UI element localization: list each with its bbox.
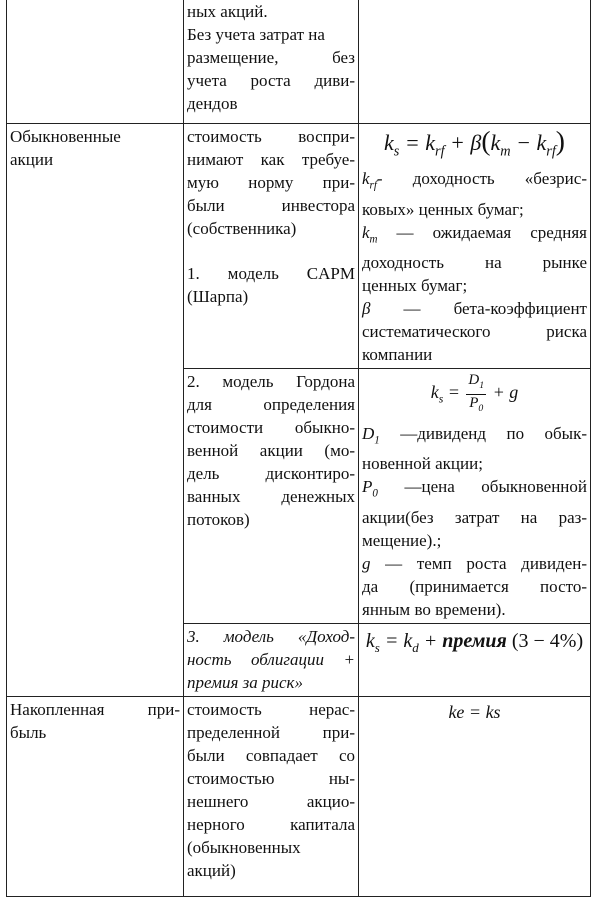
table-row [7,124,591,369]
cell-formula [359,696,591,896]
cell-method: 2. модель Гордона для определения стоимости обыкно- венной акции (мо- дель дисконтиро- ванных денежных потоков) [184,369,359,623]
cell-method: ных акций. Без учета затрат на размещение, без учета роста диви- дендов [184,0,359,124]
retained-earnings-formula: ke = ks [448,701,501,722]
table-row [7,0,591,124]
cell-formula [359,623,591,696]
gordon-formula: $k_s$ = $\frac{D_1}{P_0}$ + g [430,371,519,414]
capm-formula: $k_s = k_{rf} + \beta(k_m - k_{rf})$ [384,125,565,160]
cell-source [7,0,184,124]
cell-formula: $k_s$ = $\frac{D_1}{P_0}$ + g $D_1$ —дивиденд по обык- новенной акции; $P_0$ —цена обыкновенной акции(без затрат на раз- мещение).; g — темп роста дивиден- да (принимается посто- янным во времени). [359,369,591,623]
cell-source: Обыкновенные акции [7,124,184,697]
cell-method: стоимость воспри- нимают как требуе- мую норму при- были инвестора (собственника) 1. модель CAPM (Шарпа) [184,124,359,369]
table-row [7,696,591,896]
cell-formula [359,0,591,124]
capital-cost-table [6,0,591,897]
cell-formula: $k_s = k_{rf} + \beta(k_m - k_{rf})$ $k_{rf}-$ доходность «безрис- ковых» ценных бумаг; $k_m$ — ожидаемая средняя доходность на рынке ценных бумаг; β — бета-коэффициент систематического риска компании [359,124,591,369]
cell-method: 3. модель «Доход- ность облигации + премия за риск» [184,623,359,696]
cell-source: Накопленная при- быль [7,696,184,896]
cell-method: стоимость нерас- пределенной при- были совпадает со стоимостью ны- нешнего акцио- нерного капитала (обыкновенных акций) [184,696,359,896]
bond-premium-formula: $k_s = k_d$ + премия (3 − 4%) [365,629,584,655]
